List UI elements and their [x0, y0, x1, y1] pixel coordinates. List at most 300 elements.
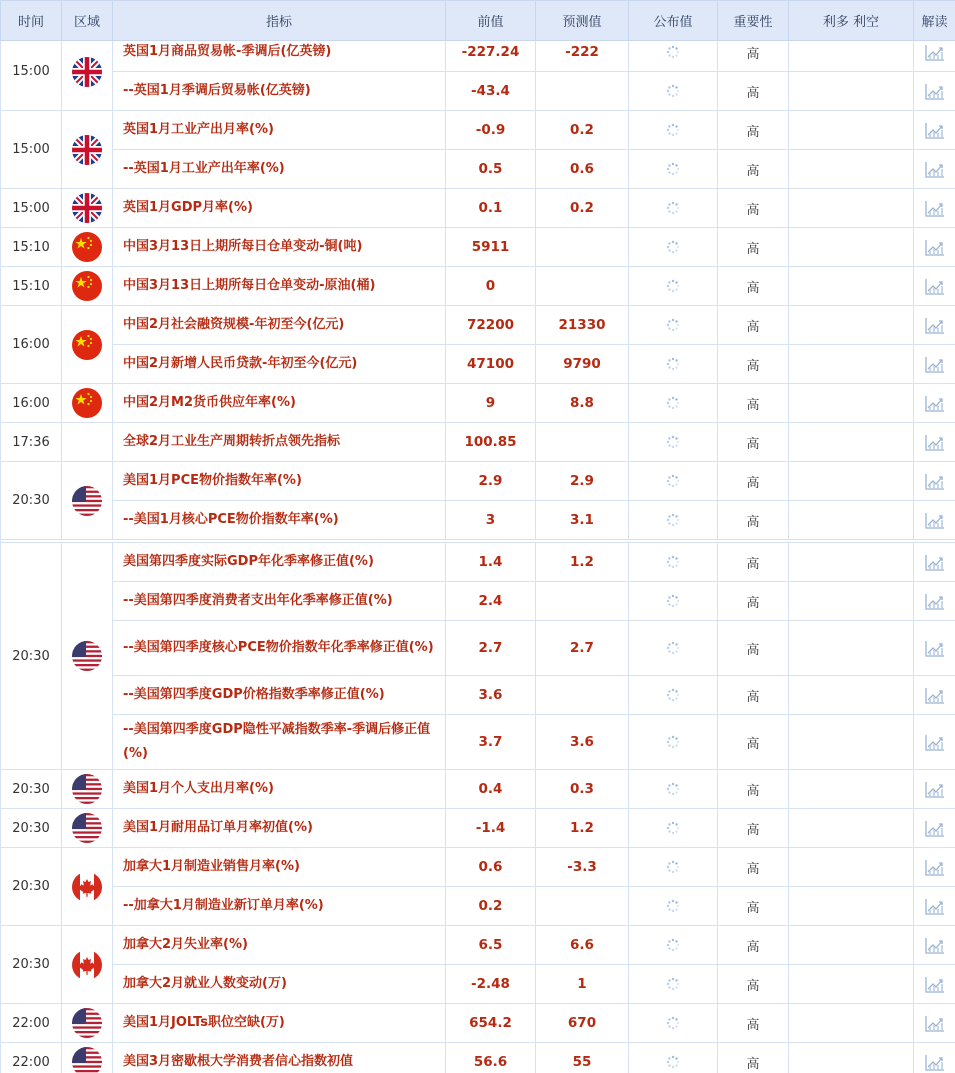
forecast-value: 1.2: [536, 809, 629, 848]
previous-value: 3.6: [446, 676, 536, 715]
effect: [789, 150, 914, 189]
previous-value: 5911: [446, 228, 536, 267]
actual-value: [629, 887, 718, 926]
forecast-value: 670: [536, 1004, 629, 1043]
effect: [789, 72, 914, 111]
previous-value: 0.1: [446, 189, 536, 228]
actual-value: [629, 111, 718, 150]
indicator-name[interactable]: 美国1月耐用品订单月率初值(%): [113, 809, 446, 848]
loading-spinner-icon: [666, 899, 680, 914]
actual-value: [629, 582, 718, 621]
chart-analysis-icon[interactable]: [925, 735, 945, 750]
event-time: 15:10: [1, 267, 62, 306]
forecast-value: [536, 582, 629, 621]
effect: [789, 345, 914, 384]
indicator-name[interactable]: --美国第四季度GDP隐性平减指数季率-季调后修正值(%): [113, 715, 446, 770]
indicator-name[interactable]: --美国1月核心PCE物价指数年率(%): [113, 501, 446, 540]
effect: [789, 306, 914, 345]
previous-value: 0.6: [446, 848, 536, 887]
effect: [789, 1004, 914, 1043]
importance: 高: [718, 848, 789, 887]
region-flag: [62, 189, 113, 228]
chart-analysis-icon[interactable]: [925, 123, 945, 138]
indicator-name[interactable]: 英国1月商品贸易帐-季调后(亿英镑): [113, 33, 446, 72]
importance: 高: [718, 72, 789, 111]
importance: 高: [718, 1043, 789, 1073]
event-time: 15:00: [1, 33, 62, 111]
flag-cn-icon: [72, 232, 102, 262]
region-flag: [62, 809, 113, 848]
event-row[interactable]: [1, 582, 955, 621]
previous-value: 0.5: [446, 150, 536, 189]
actual-value: [629, 926, 718, 965]
effect: [789, 267, 914, 306]
flag-us-icon: [72, 486, 102, 516]
indicator-name[interactable]: --美国第四季度GDP价格指数季率修正值(%): [113, 676, 446, 715]
event-time: 20:30: [1, 543, 62, 770]
analysis-button[interactable]: [914, 848, 955, 887]
previous-value: 3.7: [446, 715, 536, 770]
event-time: 22:00: [1, 1004, 62, 1043]
previous-value: 0.4: [446, 770, 536, 809]
effect: [789, 189, 914, 228]
actual-value: [629, 267, 718, 306]
importance: 高: [718, 306, 789, 345]
flag-ca-icon: [72, 950, 102, 980]
actual-value: [629, 72, 718, 111]
indicator-name[interactable]: 美国1月PCE物价指数年率(%): [113, 462, 446, 501]
event-time: 20:30: [1, 462, 62, 540]
analysis-button[interactable]: [914, 926, 955, 965]
analysis-button[interactable]: [914, 228, 955, 267]
effect: [789, 543, 914, 582]
event-time: 20:30: [1, 848, 62, 926]
event-time: 15:10: [1, 228, 62, 267]
event-row[interactable]: [1, 543, 955, 582]
importance: 高: [718, 345, 789, 384]
importance: 高: [718, 676, 789, 715]
forecast-value: 8.8: [536, 384, 629, 423]
indicator-name[interactable]: 加拿大1月制造业销售月率(%): [113, 848, 446, 887]
chart-analysis-icon[interactable]: [925, 688, 945, 703]
previous-value: 2.9: [446, 462, 536, 501]
chart-analysis-icon[interactable]: [925, 240, 945, 255]
event-row[interactable]: [1, 1043, 955, 1073]
chart-analysis-icon[interactable]: [925, 396, 945, 411]
flag-uk-icon: [72, 193, 102, 223]
analysis-button[interactable]: [914, 267, 955, 306]
previous-value: 0: [446, 267, 536, 306]
forecast-value: -3.3: [536, 848, 629, 887]
chart-analysis-icon[interactable]: [925, 641, 945, 656]
indicator-name[interactable]: 中国2月新增人民币贷款-年初至今(亿元): [113, 345, 446, 384]
actual-value: [629, 189, 718, 228]
indicator-name[interactable]: 中国2月社会融资规模-年初至今(亿元): [113, 306, 446, 345]
indicator-name[interactable]: --美国第四季度核心PCE物价指数年化季率修正值(%): [113, 621, 446, 676]
importance: 高: [718, 1004, 789, 1043]
event-row[interactable]: [1, 384, 955, 423]
flag-us-icon: [72, 813, 102, 843]
loading-spinner-icon: [666, 435, 680, 450]
event-time: 16:00: [1, 306, 62, 384]
forecast-value: 55: [536, 1043, 629, 1073]
actual-value: [629, 150, 718, 189]
event-row[interactable]: [1, 111, 955, 150]
analysis-button[interactable]: [914, 1004, 955, 1043]
forecast-value: 21330: [536, 306, 629, 345]
forecast-value: 0.6: [536, 150, 629, 189]
flag-uk-icon: [72, 57, 102, 87]
calendar-body: [0, 32, 955, 1073]
effect: [789, 384, 914, 423]
event-row[interactable]: [1, 345, 955, 384]
importance: 高: [718, 543, 789, 582]
header-forecast: 预测值: [536, 1, 629, 41]
analysis-button[interactable]: [914, 1043, 955, 1073]
previous-value: 654.2: [446, 1004, 536, 1043]
importance: 高: [718, 809, 789, 848]
header-time: 时间: [1, 1, 62, 41]
event-row[interactable]: [1, 150, 955, 189]
header-previous: 前值: [446, 1, 536, 41]
effect: [789, 770, 914, 809]
forecast-value: 2.7: [536, 621, 629, 676]
importance: 高: [718, 423, 789, 462]
chart-analysis-icon[interactable]: [925, 45, 945, 60]
analysis-button[interactable]: [914, 543, 955, 582]
analysis-button[interactable]: [914, 887, 955, 926]
analysis-button[interactable]: [914, 770, 955, 809]
flag-cn-icon: [72, 271, 102, 301]
flag-us-icon: [72, 1047, 102, 1073]
loading-spinner-icon: [666, 162, 680, 177]
forecast-value: [536, 887, 629, 926]
loading-spinner-icon: [666, 123, 680, 138]
region-flag: [62, 111, 113, 189]
analysis-button[interactable]: [914, 501, 955, 540]
chart-analysis-icon[interactable]: [925, 201, 945, 216]
flag-us-icon: [72, 641, 102, 671]
loading-spinner-icon: [666, 860, 680, 875]
forecast-value: 3.1: [536, 501, 629, 540]
event-row[interactable]: [1, 501, 955, 540]
analysis-button[interactable]: [914, 384, 955, 423]
event-row[interactable]: [1, 809, 955, 848]
previous-value: -1.4: [446, 809, 536, 848]
event-time: 20:30: [1, 770, 62, 809]
loading-spinner-icon: [666, 735, 680, 750]
event-row[interactable]: [1, 676, 955, 715]
forecast-value: -222: [536, 33, 629, 72]
analysis-button[interactable]: [914, 809, 955, 848]
calendar-header: [0, 0, 955, 41]
event-time: 15:00: [1, 189, 62, 228]
loading-spinner-icon: [666, 45, 680, 60]
effect: [789, 423, 914, 462]
forecast-value: 0.2: [536, 189, 629, 228]
loading-spinner-icon: [666, 240, 680, 255]
effect: [789, 809, 914, 848]
event-time: 20:30: [1, 809, 62, 848]
importance: 高: [718, 621, 789, 676]
region-flag: [62, 1004, 113, 1043]
importance: 高: [718, 715, 789, 770]
region-flag: [62, 384, 113, 423]
chart-analysis-icon[interactable]: [925, 899, 945, 914]
forecast-value: 6.6: [536, 926, 629, 965]
region-flag: [62, 306, 113, 384]
previous-value: 100.85: [446, 423, 536, 462]
flag-us-icon: [72, 774, 102, 804]
actual-value: [629, 345, 718, 384]
flag-us-icon: [72, 1008, 102, 1038]
chart-analysis-icon[interactable]: [925, 821, 945, 836]
loading-spinner-icon: [666, 594, 680, 609]
event-row[interactable]: [1, 72, 955, 111]
effect: [789, 676, 914, 715]
event-time: 20:30: [1, 926, 62, 1004]
actual-value: [629, 228, 718, 267]
actual-value: [629, 715, 718, 770]
effect: [789, 228, 914, 267]
effect: [789, 462, 914, 501]
chart-analysis-icon[interactable]: [925, 782, 945, 797]
event-time: 15:00: [1, 111, 62, 189]
previous-value: 47100: [446, 345, 536, 384]
event-row[interactable]: [1, 189, 955, 228]
analysis-button[interactable]: [914, 150, 955, 189]
effect: [789, 887, 914, 926]
region-flag: [62, 33, 113, 111]
analysis-button[interactable]: [914, 582, 955, 621]
importance: 高: [718, 267, 789, 306]
analysis-button[interactable]: [914, 423, 955, 462]
actual-value: [629, 770, 718, 809]
indicator-name[interactable]: --美国第四季度消费者支出年化季率修正值(%): [113, 582, 446, 621]
previous-value: -43.4: [446, 72, 536, 111]
chart-analysis-icon[interactable]: [925, 555, 945, 570]
loading-spinner-icon: [666, 513, 680, 528]
importance: 高: [718, 926, 789, 965]
loading-spinner-icon: [666, 1016, 680, 1031]
flag-ca-icon: [72, 872, 102, 902]
indicator-name[interactable]: 加拿大2月就业人数变动(万): [113, 965, 446, 1004]
loading-spinner-icon: [666, 279, 680, 294]
actual-value: [629, 501, 718, 540]
analysis-button[interactable]: [914, 621, 955, 676]
loading-spinner-icon: [666, 977, 680, 992]
forecast-value: [536, 423, 629, 462]
importance: 高: [718, 150, 789, 189]
event-row[interactable]: [1, 306, 955, 345]
loading-spinner-icon: [666, 84, 680, 99]
indicator-name[interactable]: 英国1月GDP月率(%): [113, 189, 446, 228]
forecast-value: 1: [536, 965, 629, 1004]
loading-spinner-icon: [666, 474, 680, 489]
indicator-name[interactable]: 美国1月个人支出月率(%): [113, 770, 446, 809]
effect: [789, 111, 914, 150]
chart-analysis-icon[interactable]: [925, 938, 945, 953]
actual-value: [629, 676, 718, 715]
indicator-name[interactable]: 中国3月13日上期所每日仓单变动-原油(桶): [113, 267, 446, 306]
importance: 高: [718, 111, 789, 150]
importance: 高: [718, 501, 789, 540]
importance: 高: [718, 770, 789, 809]
chart-analysis-icon[interactable]: [925, 318, 945, 333]
region-flag: [62, 1043, 113, 1073]
indicator-name[interactable]: 美国第四季度实际GDP年化季率修正值(%): [113, 543, 446, 582]
importance: 高: [718, 228, 789, 267]
forecast-value: 0.2: [536, 111, 629, 150]
chart-analysis-icon[interactable]: [925, 357, 945, 372]
loading-spinner-icon: [666, 821, 680, 836]
indicator-name[interactable]: 美国3月密歇根大学消费者信心指数初值: [113, 1043, 446, 1073]
previous-value: -0.9: [446, 111, 536, 150]
event-row[interactable]: [1, 770, 955, 809]
previous-value: 56.6: [446, 1043, 536, 1073]
chart-analysis-icon[interactable]: [925, 1055, 945, 1070]
importance: 高: [718, 965, 789, 1004]
importance: 高: [718, 462, 789, 501]
loading-spinner-icon: [666, 641, 680, 656]
header-analysis: 解读: [914, 1, 955, 41]
effect: [789, 848, 914, 887]
forecast-value: [536, 72, 629, 111]
header-indicator: 指标: [113, 1, 446, 41]
analysis-button[interactable]: [914, 965, 955, 1004]
loading-spinner-icon: [666, 201, 680, 216]
event-row[interactable]: [1, 228, 955, 267]
effect: [789, 715, 914, 770]
chart-analysis-icon[interactable]: [925, 513, 945, 528]
flag-uk-icon: [72, 135, 102, 165]
event-row[interactable]: [1, 926, 955, 965]
region-flag: [62, 423, 113, 462]
effect: [789, 582, 914, 621]
analysis-button[interactable]: [914, 72, 955, 111]
indicator-name[interactable]: 加拿大2月失业率(%): [113, 926, 446, 965]
chart-analysis-icon[interactable]: [925, 977, 945, 992]
effect: [789, 926, 914, 965]
indicator-name[interactable]: --加拿大1月制造业新订单月率(%): [113, 887, 446, 926]
previous-value: -227.24: [446, 33, 536, 72]
previous-value: 6.5: [446, 926, 536, 965]
analysis-button[interactable]: [914, 189, 955, 228]
flag-cn-icon: [72, 388, 102, 418]
actual-value: [629, 423, 718, 462]
previous-value: 3: [446, 501, 536, 540]
indicator-name[interactable]: --英国1月季调后贸易帐(亿英镑): [113, 72, 446, 111]
actual-value: [629, 462, 718, 501]
region-flag: [62, 462, 113, 540]
analysis-button[interactable]: [914, 676, 955, 715]
effect: [789, 621, 914, 676]
forecast-value: 1.2: [536, 543, 629, 582]
header-actual: 公布值: [629, 1, 718, 41]
actual-value: [629, 543, 718, 582]
forecast-value: 2.9: [536, 462, 629, 501]
region-flag: [62, 848, 113, 926]
chart-analysis-icon[interactable]: [925, 474, 945, 489]
loading-spinner-icon: [666, 318, 680, 333]
event-row[interactable]: [1, 715, 955, 770]
loading-spinner-icon: [666, 782, 680, 797]
indicator-name[interactable]: 全球2月工业生产周期转折点领先指标: [113, 423, 446, 462]
actual-value: [629, 1004, 718, 1043]
analysis-button[interactable]: [914, 306, 955, 345]
event-row[interactable]: [1, 965, 955, 1004]
importance: 高: [718, 33, 789, 72]
chart-analysis-icon[interactable]: [925, 84, 945, 99]
forecast-value: 3.6: [536, 715, 629, 770]
forecast-value: 9790: [536, 345, 629, 384]
chart-analysis-icon[interactable]: [925, 1016, 945, 1031]
event-row[interactable]: [1, 1004, 955, 1043]
event-row[interactable]: [1, 267, 955, 306]
chart-analysis-icon[interactable]: [925, 279, 945, 294]
actual-value: [629, 965, 718, 1004]
indicator-name[interactable]: 英国1月工业产出月率(%): [113, 111, 446, 150]
previous-value: 2.4: [446, 582, 536, 621]
importance: 高: [718, 189, 789, 228]
indicator-name[interactable]: 美国1月JOLTs职位空缺(万): [113, 1004, 446, 1043]
event-row[interactable]: [1, 621, 955, 676]
region-flag: [62, 228, 113, 267]
forecast-value: [536, 676, 629, 715]
forecast-value: [536, 228, 629, 267]
actual-value: [629, 809, 718, 848]
event-time: 22:00: [1, 1043, 62, 1073]
previous-value: 72200: [446, 306, 536, 345]
actual-value: [629, 1043, 718, 1073]
importance: 高: [718, 384, 789, 423]
header-importance: 重要性: [718, 1, 789, 41]
event-row[interactable]: [1, 848, 955, 887]
previous-value: -2.48: [446, 965, 536, 1004]
header-effect: 利多 利空: [789, 1, 914, 41]
forecast-value: [536, 267, 629, 306]
loading-spinner-icon: [666, 357, 680, 372]
event-row[interactable]: [1, 423, 955, 462]
header-region: 区域: [62, 1, 113, 41]
event-time: 16:00: [1, 384, 62, 423]
chart-analysis-icon[interactable]: [925, 435, 945, 450]
loading-spinner-icon: [666, 396, 680, 411]
event-row[interactable]: [1, 887, 955, 926]
actual-value: [629, 384, 718, 423]
analysis-button[interactable]: [914, 462, 955, 501]
region-flag: [62, 267, 113, 306]
chart-analysis-icon[interactable]: [925, 162, 945, 177]
loading-spinner-icon: [666, 688, 680, 703]
previous-value: 0.2: [446, 887, 536, 926]
chart-analysis-icon[interactable]: [925, 594, 945, 609]
chart-analysis-icon[interactable]: [925, 860, 945, 875]
indicator-name[interactable]: 中国2月M2货币供应年率(%): [113, 384, 446, 423]
analysis-button[interactable]: [914, 111, 955, 150]
actual-value: [629, 621, 718, 676]
indicator-name[interactable]: 中国3月13日上期所每日仓单变动-铜(吨): [113, 228, 446, 267]
actual-value: [629, 306, 718, 345]
previous-value: 2.7: [446, 621, 536, 676]
event-row[interactable]: [1, 462, 955, 501]
importance: 高: [718, 582, 789, 621]
analysis-button[interactable]: [914, 345, 955, 384]
analysis-button[interactable]: [914, 715, 955, 770]
region-flag: [62, 543, 113, 770]
indicator-name[interactable]: --英国1月工业产出年率(%): [113, 150, 446, 189]
flag-cn-icon: [72, 330, 102, 360]
